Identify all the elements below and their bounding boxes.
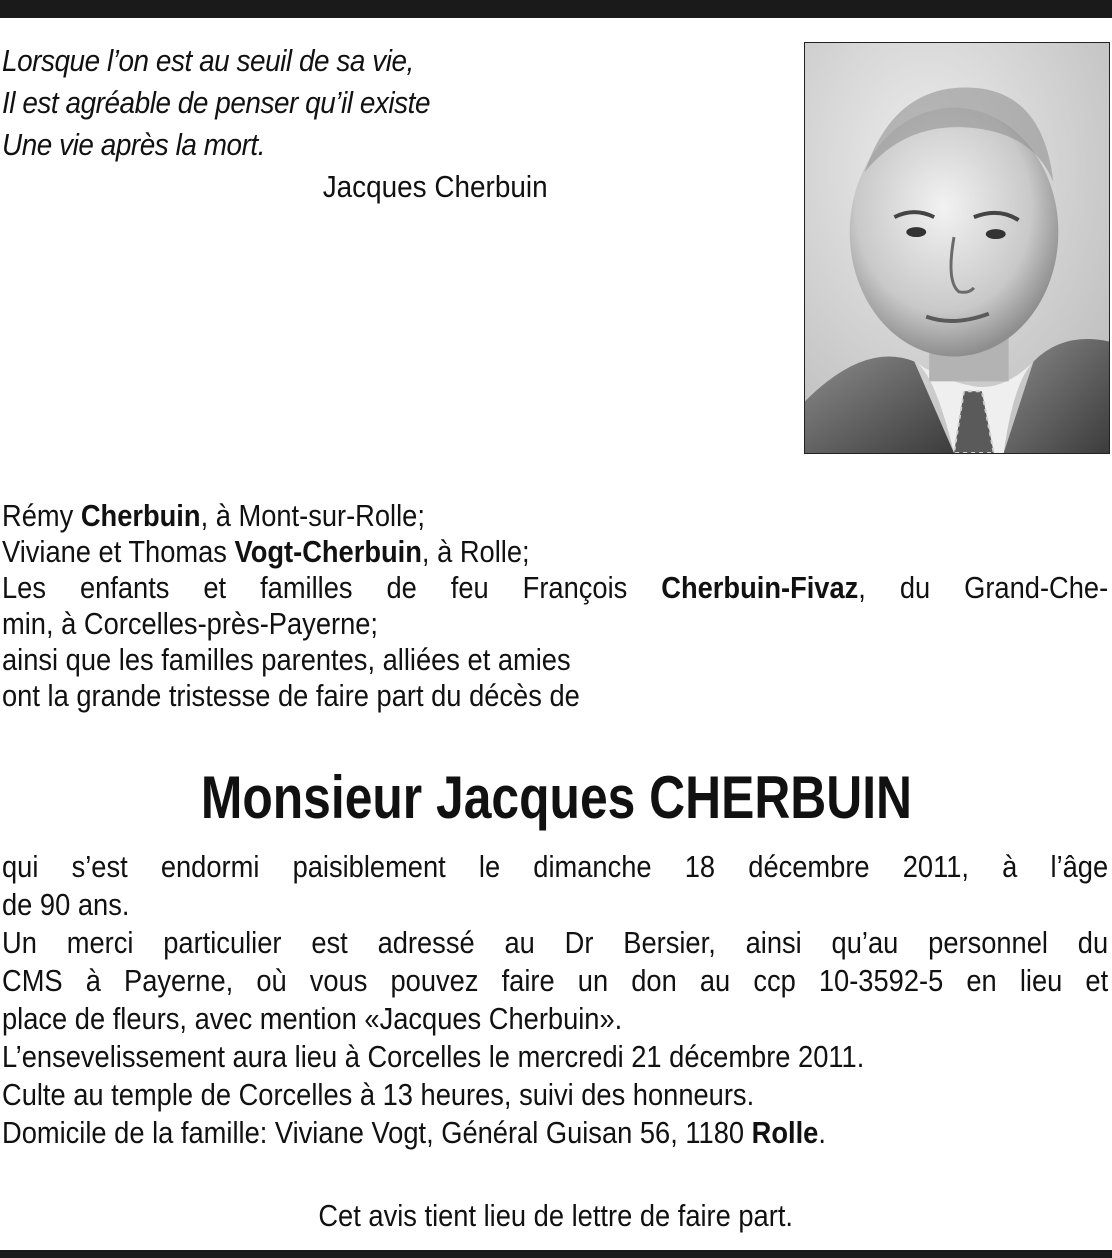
bottom-rule xyxy=(0,1250,1112,1258)
family-line-4: min, à Corcelles-près-Payerne; xyxy=(2,606,378,641)
family-line-2: Viviane et Thomas Vogt-Cherbuin, à Rolle; xyxy=(2,534,530,569)
body-line-6: L’ensevelissement aura lieu à Corcelles le mercredi 21 décembre 2011. xyxy=(2,1039,865,1074)
family-line-5: ainsi que les familles parentes, alliées et amies xyxy=(2,642,571,677)
poem-quote xyxy=(2,40,562,208)
body-line-4: CMS à Payerne, où vous pouvez faire un don au ccp 10-3592-5 en lieu et xyxy=(2,963,1109,998)
body-line-1: qui s’est endormi paisiblement le dimanche 18 décembre 2011, à l’âge xyxy=(2,849,1109,884)
family-announcement xyxy=(2,498,1108,714)
family-line-1: Rémy Cherbuin, à Mont-sur-Rolle; xyxy=(2,498,425,533)
portrait-photo xyxy=(804,42,1110,454)
body-line-3: Un merci particulier est adressé au Dr Bersier, ainsi qu’au personnel du xyxy=(2,925,1109,960)
closing-note: Cet avis tient lieu de lettre de faire part. xyxy=(318,1198,794,1233)
poem-author: Jacques Cherbuin xyxy=(322,169,548,204)
body-line-5: place de fleurs, avec mention «Jacques Cherbuin». xyxy=(2,1001,623,1036)
top-rule xyxy=(0,0,1112,18)
portrait-illustration xyxy=(805,43,1109,453)
family-line-6: ont la grande tristesse de faire part du décès de xyxy=(2,678,580,713)
notice-body xyxy=(2,848,1108,1152)
family-line-3: Les enfants et familles de feu François Cherbuin-Fivaz, du Grand-Che- xyxy=(2,570,1109,605)
poem-line-1: Lorsque l’on est au seuil de sa vie, xyxy=(2,43,414,78)
body-line-8: Domicile de la famille: Viviane Vogt, Général Guisan 56, 1180 Rolle. xyxy=(2,1115,826,1150)
body-line-7: Culte au temple de Corcelles à 13 heures, suivi des honneurs. xyxy=(2,1077,755,1112)
poem-line-2: Il est agréable de penser qu’il existe xyxy=(2,85,431,120)
deceased-name-heading: Monsieur Jacques CHERBUIN xyxy=(200,764,912,831)
body-line-2: de 90 ans. xyxy=(2,887,130,922)
poem-line-3: Une vie après la mort. xyxy=(2,127,266,162)
